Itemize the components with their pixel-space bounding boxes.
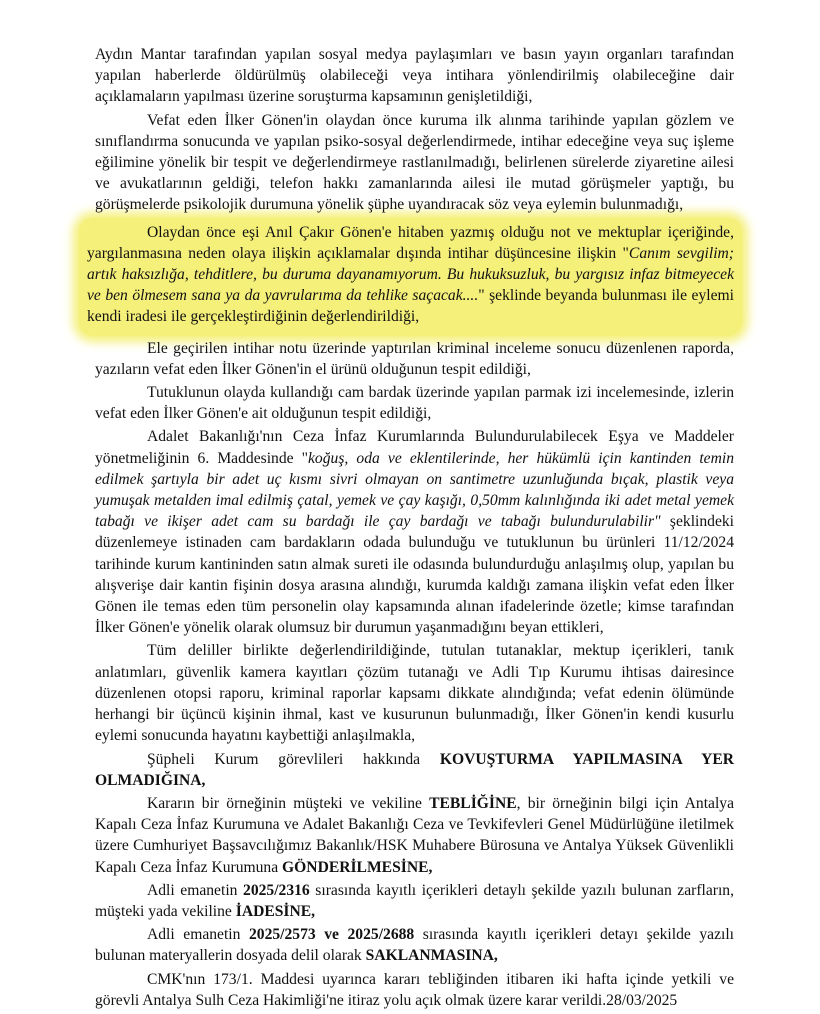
paragraph-fingerprint: Tutuklunun olayda kullandığı cam bardak üzerinde yapılan parmak izi incelemesinde, izlerin vefat eden İlker Gönen'e ait olduğunun tespit edildiği, [95,384,734,423]
suicide-note-quote: Canım sevgilim; artık haksızlığa, tehditlere, bu duruma dayanamıyorum. Bu hukuksuzluk, bu yargısız infaz bitmeyecek ve ben ölmesem sana ya da yavrularıma da tehlike saçacak.... [87,244,734,305]
paragraph-appeal-notice: CMK'nın 173/1. Maddesi uyarınca kararı tebliğinden itibaren iki hafta içinde yetkili ve görevli Antalya Sulh Ceza Hakimliği'ne itiraz yolu açık olmak üzere karar verildi.28/03/2025 [95,970,734,1009]
paragraph-suicide-note: Olaydan önce eşi Anıl Çakır Gönen'e hitaben yazmış olduğu not ve mektuplar içeriğinde, yargılanmasına neden olaya ilişkin açıklamalar dışında intihar düşüncesine ilişkin "Canım sevgilim; artık haksızlığa, tehditlere, bu duruma dayanamıyorum. Bu hukuksuzluk, bu yargısız infaz bitmeyecek ve ben ölmesem sana ya da yavrularıma da tehlike saçacak...." şeklinde beyanda bulunması ile eylemi kendi iradesi ile gerçekleştirdiğinin değerlendirildiği, [87,223,734,326]
paragraph-psycho-social-assessment: Vefat eden İlker Gönen'in olaydan önce kuruma ilk alınma tarihinde yapılan gözlem ve sınıflandırma sonucunda ve yapılan psiko-sosyal değerlendirmede, intihar edeceğine veya suç işleme eğilimine yönelik bir tespit ve değerlendirmeye rastlanılmadığı, belirlenen sürelerde ziyaretine ailesi ve avukatlarının geldiği, telefon hakkı zamanlarında ailesi ile mutad görüşmeler yaptığı, bu görüşmelerde psikolojik durumuna yönelik şüphe uyandıracak söz veya eylemin bulunmadığı, [95,111,734,214]
paragraph-evidence-evaluation: Tüm deliller birlikte değerlendirildiğinde, tutulan tutanaklar, mektup içerikleri, tanık anlatımları, güvenlik kamera kayıtları çözüm tutanağı ve Adli Tıp Kurumu ihtisas dairesince düzenlenen otopsi raporu, kriminal raporlar kapsamı dikkate alındığında; vefat edenin ölümünde herhangi bir üçüncü kişinin ihmal, kast ve kusurunun bulunmadığı, İlker Gönen'in kendi kusurlu eylemi sonucunda hayatını kaybettiği anlaşılmakla, [95,642,734,745]
paragraph-return-items: Adli emanetin 2025/2316 sırasında kayıtlı içerikleri detaylı şekilde yazılı bulunan zarfların, müşteki yada vekiline İADESİNE, [95,881,735,920]
paragraph-notification: Kararın bir örneğinin müşteki ve vekiline TEBLİĞİNE, bir örneğinin bilgi için Antalya Kapalı Ceza İnfaz Kurumuna ve Adalet Bakanlığı Ceza ve Tevkifevleri Genel Müdürlüğüne iletilmek üzere Cumhuriyet Başsavcılığımız Bakanlık/HSK Muhabere Bürosuna ve Antalya Yüksek Güvenlikli Kapalı Ceza İnfaz Kurumuna GÖNDERİLMESİNE, [95,794,735,876]
paragraph-criminal-examination: Ele geçirilen intihar notu üzerinde yaptırılan kriminal inceleme sonucu düzenlenen raporda, yazıların vefat eden İlker Gönen'in el ürünü olduğunun tespit edildiği, [95,339,734,378]
paragraph-decision-no-prosecution: Şüpheli Kurum görevlileri hakkında KOVUŞTURMA YAPILMASINA YER OLMADIĞINA, [95,750,735,789]
paragraph-regulation: Adalet Bakanlığı'nın Ceza İnfaz Kurumlarında Bulundurulabilecek Eşya ve Maddeler yönetmeliğinin 6. Maddesinde "koğuş, oda ve eklentilerinde, her hükümlü için kantinden temin edilmek şartıyla bir adet uç kısmı sivri olmayan on santimetre uzunluğunda bıçak, plastik veya yumuşak metalden imal edilmiş çatal, yemek ve çay kaşığı, 0,50mm kalınlığında iki adet metal yemek tabağı ve ikişer adet cam su bardağı ile çay bardağı ve tabağı bulundurulabilir" şeklindeki düzenlemeye istinaden cam bardakların odada bulunduğu ve tutuklunun bu ürünleri 11/12/2024 tarihinde kurum kantininden satın almak sureti ile odasında bulundurduğu anlaşılmış olup, yapılan bu alışverişe dair kantin fişinin dosya arasına alındığı, kurumda kaldığı zamana ilişkin vefat eden İlker Gönen ile temas eden tüm personelin olay kapsamında alınan ifadelerinde özetle; kimse tarafından İlker Gönen'e yönelik olarak olumsuz bir durumun yaşanmadığını beyan ettikleri, [95,428,734,637]
paragraph-social-media: Aydın Mantar tarafından yapılan sosyal medya paylaşımları ve basın yayın organları tarafından yapılan haberlerde öldürülmüş olabileceği veya intihara yönlendirilmiş olabileceğine dair açıklamaların yapılması üzerine soruşturma kapsamının genişletildiği, [95,46,734,106]
decision-no-prosecution-bold: KOVUŞTURMA YAPILMASINA YER OLMADIĞINA, [95,750,735,789]
paragraph-retain-evidence: Adli emanetin 2025/2573 ve 2025/2688 sırasında kayıtlı içerikleri detayı şekilde yazılı bulunan materyallerin dosyada delil olarak SAKLANMASINA, [95,926,735,965]
regulation-quote: koğuş, oda ve eklentilerinde, her hükümlü için kantinden temin edilmek şartıyla bir adet uç kısmı sivri olmayan on santimetre uzunluğunda bıçak, plastik veya yumuşak metalden imal edilmiş çatal, yemek ve çay kaşığı, 0,50mm kalınlığında iki adet metal yemek tabağı ve ikişer adet cam su bardağı ile çay bardağı ve tabağı bulundurulabilir" [95,449,734,531]
highlighted-passage [79,218,742,336]
